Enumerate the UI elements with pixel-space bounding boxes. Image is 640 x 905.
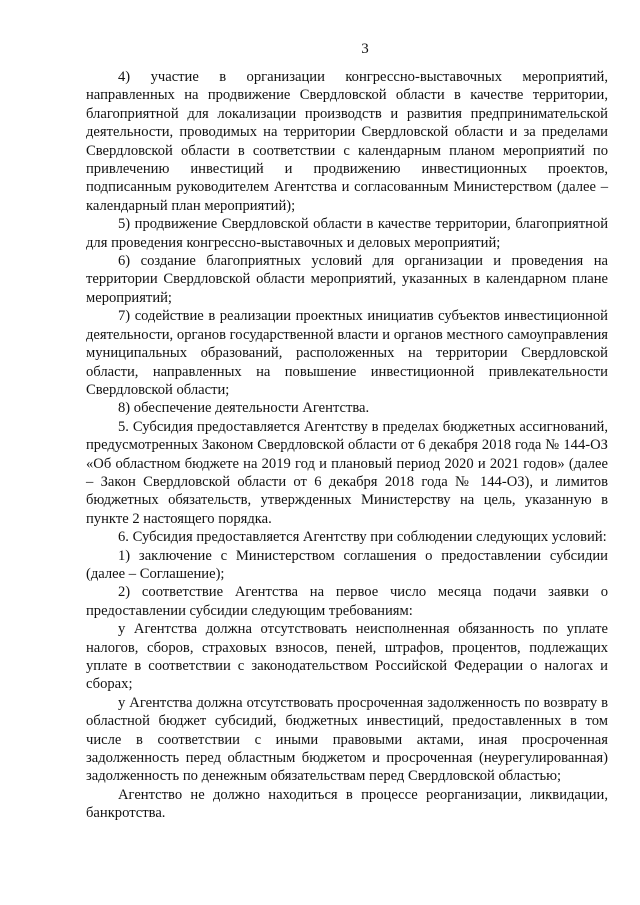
paragraph-item-7: 7) содействие в реализации проектных инициатив субъектов инвестиционной деятельности, органов государственной власти и органов местного самоуправления муниципальных образований, расположенных на территории Свердловской области, направленных на повышение инвестиционной привлекательности Свердловской области; [86, 308, 608, 398]
paragraph-item-6: 6) создание благоприятных условий для организации и проведения на территории Свердловской области мероприятий, указанных в календарном плане мероприятий; [86, 253, 608, 306]
page-number: 3 [361, 41, 369, 57]
paragraph-item-4: 4) участие в организации конгрессно-выставочных мероприятий, направленных на продвижение Свердловской области в качестве территории, благоприятной для локализации производств и развития предпринимательской деятельности, проводимых на территории Свердловской области и за пределами Свердловской области в соответствии с календарным планом мероприятий по привлечению инвестиций и продвижению инвестиционных проектов, подписанным руководителем Агентства и согласованным Министерством (далее – календарный план мероприятий); [86, 69, 608, 214]
paragraph-item-5: 5) продвижение Свердловской области в качестве территории, благоприятной для проведения конгрессно-выставочных и деловых мероприятий; [86, 216, 608, 251]
paragraph-requirement-debt: у Агентства должна отсутствовать просроченная задолженность по возврату в областной бюджет субсидий, бюджетных инвестиций, предоставленных в том числе в соответствии с иными правовыми актами, иная просроченная задолженность перед областным бюджетом и просроченная (неурегулированная) задолженность по денежным обязательствам перед Свердловской областью; [86, 694, 608, 785]
paragraph-condition-1: 1) заключение с Министерством соглашения о предоставлении субсидии (далее – Соглашение); [86, 547, 608, 582]
paragraph-item-8: 8) обеспечение деятельности Агентства. [118, 400, 370, 417]
paragraph-clause-6: 6. Субсидия предоставляется Агентству при соблюдении следующих условий: [118, 529, 607, 546]
paragraph-requirement-reorganization: Агентство не должно находиться в процессе реорганизации, ликвидации, банкротства. [86, 786, 608, 822]
paragraph-requirement-taxes: у Агентства должна отсутствовать неисполненная обязанность по уплате налогов, сборов, страховых взносов, пеней, штрафов, процентов, подлежащих уплате в соответствии с законодательством Российской Федерации о налогах и сборах; [86, 621, 608, 693]
paragraph-clause-5: 5. Субсидия предоставляется Агентству в пределах бюджетных ассигнований, предусмотренных Законом Свердловской области от 6 декабря 2018 года № 144-ОЗ «Об областном бюджете на 2019 год и плановый период 2020 и 2021 годов» (далее – Закон Свердловской области от 6 декабря 2018 года № 144-ОЗ), и лимитов бюджетных обязательств, утвержденных Министерству на цель, указанную в пункте 2 настоящего порядка. [86, 418, 608, 527]
paragraph-condition-2: 2) соответствие Агентства на первое число месяца подачи заявки о предоставлении субсидии следующим требованиям: [86, 584, 608, 619]
